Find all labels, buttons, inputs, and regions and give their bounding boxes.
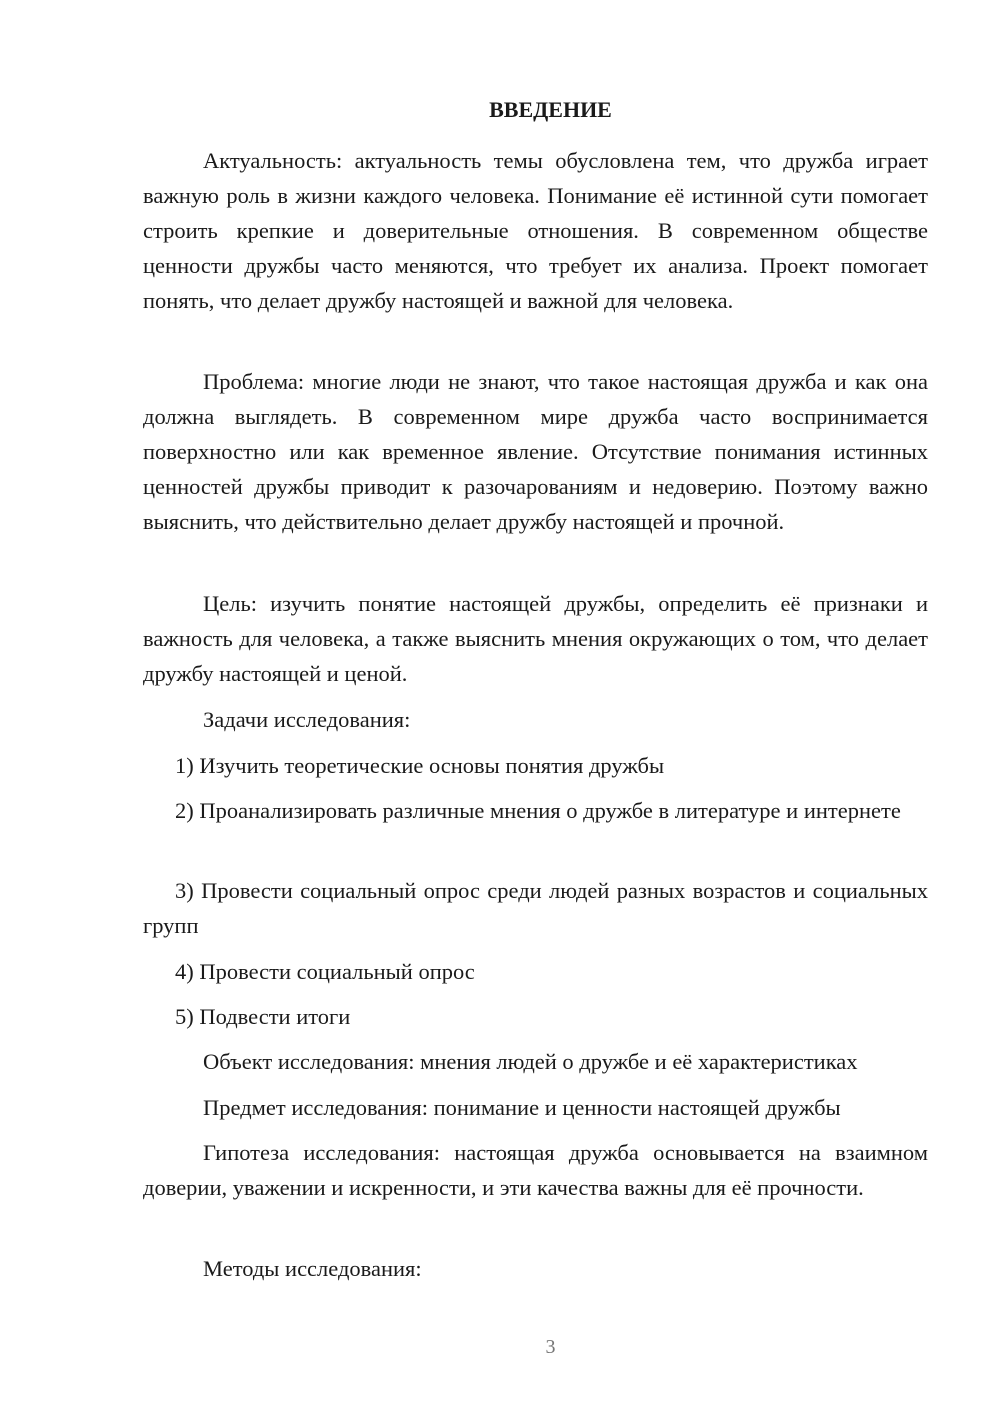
- paragraph-subject: Предмет исследования: понимание и ценности настоящей дружбы: [203, 1095, 841, 1120]
- task-item-1: 1) Изучить теоретические основы понятия дружбы: [175, 753, 665, 778]
- page-title: ВВЕДЕНИЕ: [489, 97, 612, 122]
- document-page: [143, 0, 928, 1414]
- paragraph-hypothesis: Гипотеза исследования: настоящая дружба основывается на взаимном доверии, уважении и искренности, и эти качества важны для её прочности.: [143, 1140, 928, 1200]
- paragraph-goal: Цель: изучить понятие настоящей дружбы, определить её признаки и важность для человека, а также выяснить мнения окружающих о том, что делает дружбу настоящей и ценой.: [143, 591, 928, 686]
- paragraph-object: Объект исследования: мнения людей о дружбе и её характеристиках: [203, 1049, 858, 1074]
- page-number: 3: [545, 1336, 556, 1358]
- task-item-4: 4) Провести социальный опрос: [175, 959, 475, 984]
- task-item-3: 3) Провести социальный опрос среди людей разных возрастов и социальных групп: [143, 878, 928, 938]
- tasks-heading: Задачи исследования:: [203, 707, 411, 732]
- paragraph-problem: Проблема: многие люди не знают, что такое настоящая дружба и как она должна выглядеть. В современном мире дружба часто воспринимается поверхностно или как временное явление. Отсутствие понимания истинных ценностей дружбы приводит к разочарованиям и недоверию. Поэтому важно выяснить, что действительно делает дружбу настоящей и прочной.: [143, 369, 928, 534]
- task-item-2: 2) Проанализировать различные мнения о дружбе в литературе и интернете: [175, 798, 901, 823]
- methods-heading: Методы исследования:: [203, 1256, 422, 1281]
- paragraph-relevance: Актуальность: актуальность темы обусловлена тем, что дружба играет важную роль в жизни каждого человека. Понимание её истинной сути помогает строить крепкие и доверительные отношения. В современном обществе ценности дружбы часто меняются, что требует их анализа. Проект помогает понять, что делает дружбу настоящей и важной для человека.: [143, 148, 928, 313]
- task-item-5: 5) Подвести итоги: [175, 1004, 351, 1029]
